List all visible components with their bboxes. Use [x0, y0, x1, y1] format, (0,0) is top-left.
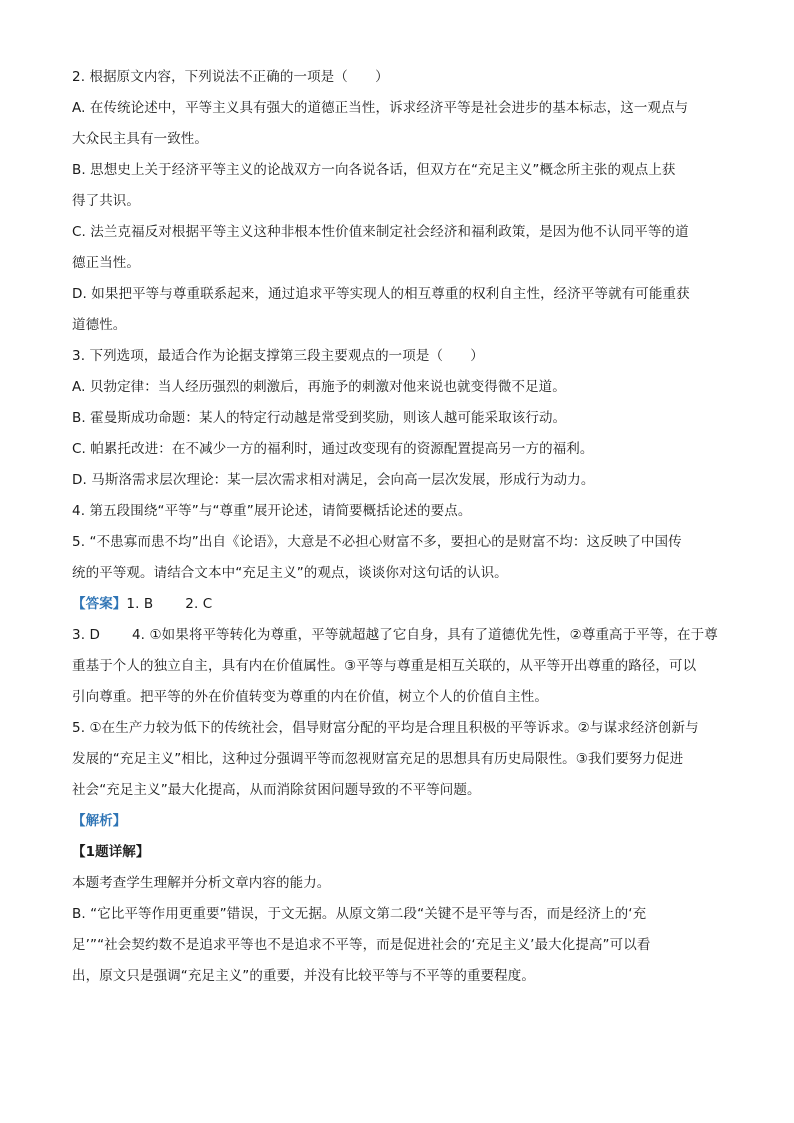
- detail-heading: 【1题详解】: [72, 844, 150, 860]
- answer-5-line1: 5. ①在生产力较为低下的传统社会，倡导财富分配的平均是合理且积极的平等诉求。②与谋求经济创新与: [72, 720, 699, 736]
- q2-option-a-line1: A. 在传统论述中，平等主义具有强大的道德正当性，诉求经济平等是社会进步的基本标志，这一观点与: [72, 100, 689, 116]
- q2-option-c-line2: 德正当性。: [72, 255, 140, 271]
- analysis-b-line3: 出，原文只是强调“充足主义”的重要，并没有比较平等与不平等的重要程度。: [72, 968, 535, 984]
- q2-option-d-line1: D. 如果把平等与尊重联系起来，通过追求平等实现人的相互尊重的权利自主性，经济平等就有可能重获: [72, 286, 690, 302]
- answer-5-line2: 发展的“充足主义”相比，这种过分强调平等而忽视财富充足的思想具有历史局限性。③我们要努力促进: [72, 751, 684, 767]
- q2-option-b-line1: B. 思想史上关于经济平等主义的论战双方一向各说各话，但双方在“充足主义”概念所主张的观点上获: [72, 162, 676, 178]
- q4-stem: 4. 第五段围绕“平等”与“尊重”展开论述，请简要概括论述的要点。: [72, 503, 472, 519]
- q2-option-b-line2: 得了共识。: [72, 193, 140, 209]
- answer-line1: [72, 589, 722, 620]
- answer-1: 1. B: [126, 596, 154, 612]
- q3-stem: 3. 下列选项，最适合作为论据支撑第三段主要观点的一项是（ ）: [72, 348, 484, 364]
- answer-line2: [72, 620, 722, 651]
- answer-tag: 【答案】: [72, 596, 127, 612]
- answer-4-line2: 重基于个人的独立自主，具有内在价值属性。③平等与尊重是相互关联的，从平等开出尊重的路径，可以: [72, 658, 697, 674]
- q2-option-c-line1: C. 法兰克福反对根据平等主义这种非根本性价值来制定社会经济和福利政策，是因为他不认同平等的道: [72, 224, 689, 240]
- q5-stem-line2: 统的平等观。请结合文本中“充足主义”的观点，谈谈你对这句话的认识。: [72, 565, 508, 581]
- analysis-tag: 【解析】: [72, 813, 127, 829]
- document-content: [72, 62, 722, 992]
- answer-4-line1: 4. ①如果将平等转化为尊重，平等就超越了它自身，具有了道德优先性，②尊重高于平等，在于尊: [131, 627, 718, 643]
- q5-stem-line1: 5. “不患寡而患不均”出自《论语》，大意是不必担心财富不多，要担心的是财富不均：这反映了中国传: [72, 534, 682, 550]
- q3-option-d: D. 马斯洛需求层次理论：某一层次需求相对满足，会向高一层次发展，形成行为动力。: [72, 472, 595, 488]
- q2-stem: 2. 根据原文内容，下列说法不正确的一项是（ ）: [72, 69, 389, 85]
- q3-option-b: B. 霍曼斯成功命题：某人的特定行动越是常受到奖励，则该人越可能采取该行动。: [72, 410, 567, 426]
- q2-option-a-line2: 大众民主具有一致性。: [72, 131, 208, 147]
- answer-5-line3: 社会“充足主义”最大化提高，从而消除贫困问题导致的不平等问题。: [72, 782, 481, 798]
- q3-option-c: C. 帕累托改进：在不减少一方的福利时，通过改变现有的资源配置提高另一方的福利。: [72, 441, 594, 457]
- analysis-b-line2: 足’”“社会契约数不是追求平等也不是追求不平等，而是促进社会的‘充足主义’最大化提高”可以看: [72, 937, 651, 953]
- answer-3: 3. D: [72, 627, 100, 643]
- q2-option-d-line2: 道德性。: [72, 317, 127, 333]
- analysis-b-line1: B. “它比平等作用更重要”错误，于文无据。从原文第二段“关键不是平等与否，而是经济上的‘充: [72, 906, 647, 922]
- answer-2: 2. C: [185, 596, 213, 612]
- analysis-intro: 本题考查学生理解并分析文章内容的能力。: [72, 875, 331, 891]
- answer-4-line3: 引向尊重。把平等的外在价值转变为尊重的内在价值，树立个人的价值自主性。: [72, 689, 548, 705]
- q3-option-a: A. 贝勃定律：当人经历强烈的刺激后，再施予的刺激对他来说也就变得微不足道。: [72, 379, 566, 395]
- analysis-line: [72, 806, 722, 837]
